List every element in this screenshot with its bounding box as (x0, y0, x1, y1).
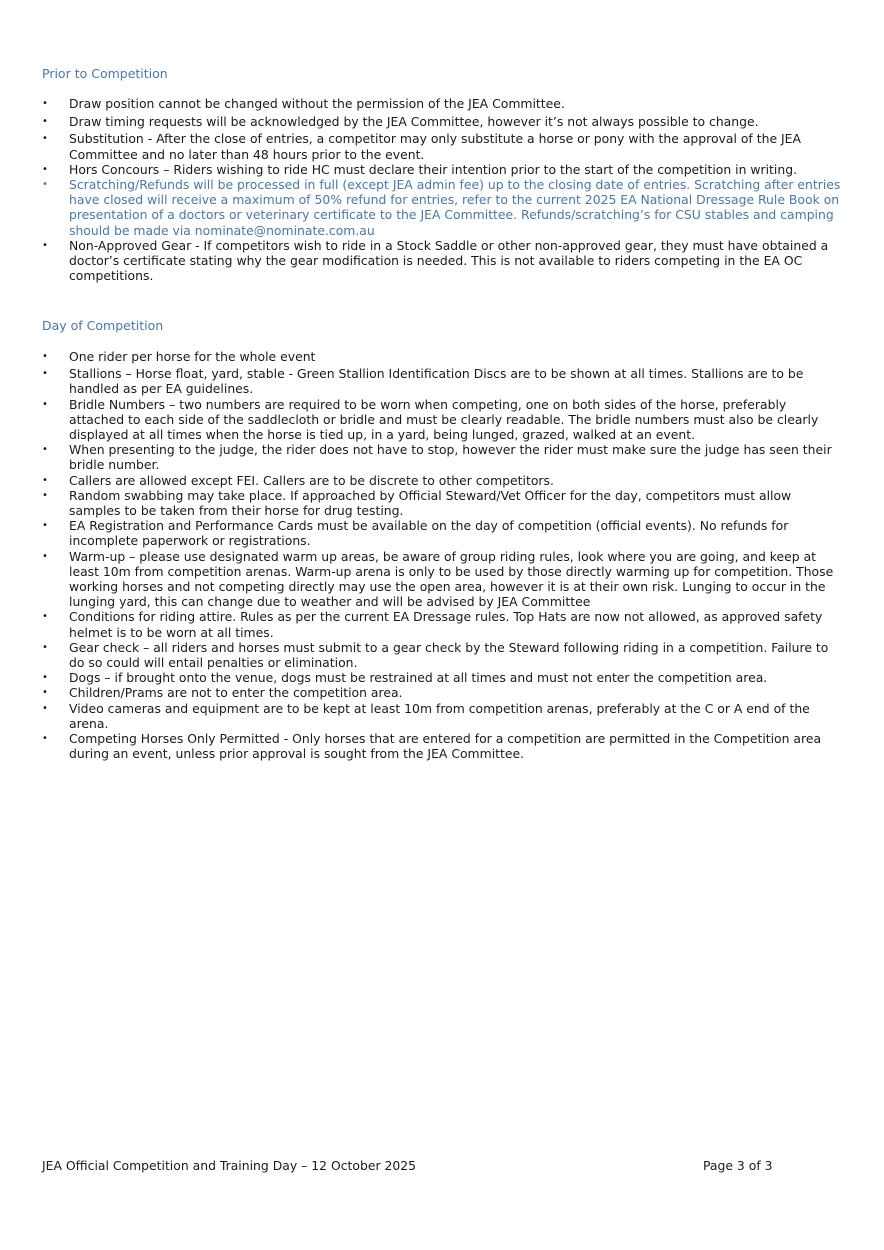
list-item (42, 349, 842, 364)
list-item-text: One rider per horse for the whole event (69, 349, 316, 364)
list-item-text: Video cameras and equipment are to be kept at least 10m from competition arenas, preferably at the C or A end of the arena. (69, 700, 810, 731)
list-item (42, 96, 842, 111)
list-item-text: Conditions for riding attire. Rules as per the current EA Dressage rules. Top Hats are now not allowed, as approved safety helmet is to be worn at all times. (69, 609, 823, 640)
bullet-icon: • (42, 163, 48, 175)
list-item-text: Substitution - After the close of entries, a competitor may only substitute a horse or pony with the approval of the JEA Committee and no later than 48 hours prior to the event. (69, 131, 801, 162)
list-item (42, 488, 842, 518)
bullet-icon: • (42, 116, 48, 128)
bullet-icon: • (42, 444, 48, 456)
bullet-icon: • (42, 520, 48, 532)
list-item-text: Competing Horses Only Permitted - Only horses that are entered for a competition are permitted in the Competition area during an event, unless prior approval is sought from the JEA Committee. (69, 731, 822, 762)
bullet-icon: • (42, 239, 48, 251)
bullet-icon: • (42, 351, 48, 362)
list-item (42, 549, 842, 610)
bullet-icon: • (42, 398, 48, 410)
bullet-icon: • (42, 702, 48, 714)
list-item-text: Scratching/Refunds will be processed in full (except JEA admin fee) up to the closing date of entries. Scratching after entries have closed will receive a maximum of 50% refund for entries, refer to the current 2025 EA National Dressage Rule Book on presentation of a doctors or veterinary certificate to the JEA Committee. Refunds/scratching’s for CSU stables and camping should be made via nominate@nominate.com.au (69, 177, 841, 238)
prior-list (42, 96, 842, 283)
list-item (42, 640, 842, 670)
list-item (42, 518, 842, 548)
section-heading-prior: Prior to Competition (42, 66, 168, 81)
list-item-text: Stallions – Horse float, yard, stable - Green Stallion Identification Discs are to be shown at all times. Stallions are to be handled as per EA guidelines. (69, 366, 804, 397)
list-item (42, 162, 842, 177)
page-number: Page 3 of 3 (703, 1158, 773, 1173)
list-item (42, 397, 842, 443)
bullet-icon: • (42, 687, 48, 699)
list-item (42, 442, 842, 472)
list-item-text: Callers are allowed except FEI. Callers are to be discrete to other competitors. (69, 472, 554, 488)
list-item-text: Draw timing requests will be acknowledged by the JEA Committee, however it’s not always possible to change. (69, 114, 759, 130)
list-item-text: Bridle Numbers – two numbers are required to be worn when competing, one on both sides of the horse, preferably attached to each side of the saddlecloth or bridle and must be clearly readable. The bridle numbers must also be clearly displayed at all times when the horse is tied up, in a yard, being lunged, grazed, walked at an event. (69, 396, 819, 443)
list-item-text: Hors Concours – Riders wishing to ride HC must declare their intention prior to the start of the competition in writing. (69, 161, 798, 177)
list-item (42, 670, 842, 685)
list-item-text: Gear check – all riders and horses must submit to a gear check by the Steward following riding in a competition. Failure to do so could will entail penalties or elimination. (69, 639, 829, 671)
list-item-text: Draw position cannot be changed without the permission of the JEA Committee. (69, 96, 565, 111)
list-item-text: Non-Approved Gear - If competitors wish to ride in a Stock Saddle or other non-approved gear, they must have obtained a doctor’s certificate stating why the gear modification is needed. This is not available to riders competing in the EA OC competitions. (69, 237, 829, 284)
bullet-icon: • (42, 489, 48, 501)
list-item (42, 238, 842, 284)
list-item (42, 131, 842, 161)
bullet-icon: • (42, 611, 48, 623)
list-item (42, 366, 842, 396)
footer-title: JEA Official Competition and Training Day – 12 October 2025 (42, 1158, 417, 1173)
list-item (42, 701, 842, 731)
list-item-text: Warm-up – please use designated warm up areas, be aware of group riding rules, look where you are going, and keep at least 10m from competition arenas. Warm-up arena is only to be used by those directly warming up for competition. Those working horses and not competing directly may use the open area, however it is at their own risk. Lunging to occur in the lunging yard, this can change due to weather and will be advised by JEA Committee (69, 548, 834, 610)
bullet-icon: • (42, 98, 48, 109)
bullet-icon: • (42, 133, 48, 145)
bullet-icon: • (42, 641, 48, 653)
list-item-scratching (42, 177, 842, 238)
bullet-icon: • (42, 550, 48, 562)
bullet-icon: • (42, 672, 48, 684)
list-item-text: Dogs – if brought onto the venue, dogs must be restrained at all times and must not enter the competition area. (69, 670, 768, 686)
list-item-text: When presenting to the judge, the rider does not have to stop, however the rider must make sure the judge has seen their bridle number. (69, 442, 832, 473)
bullet-icon: • (42, 179, 48, 191)
list-item-text: Children/Prams are not to enter the competition area. (69, 685, 403, 701)
list-item (42, 473, 842, 488)
list-item-text: EA Registration and Performance Cards must be available on the day of competition (official events). No refunds for incomplete paperwork or registrations. (69, 518, 789, 549)
list-item (42, 685, 842, 700)
bullet-icon: • (42, 474, 48, 486)
list-item (42, 731, 842, 761)
list-item-text: Random swabbing may take place. If approached by Official Steward/Vet Officer for the day, competitors must allow samples to be taken from their horse for drug testing. (69, 487, 792, 519)
list-item (42, 609, 842, 639)
bullet-icon: • (42, 368, 48, 380)
bullet-icon: • (42, 733, 48, 745)
list-item (42, 114, 842, 129)
section-heading-day: Day of Competition (42, 318, 164, 333)
day-list (42, 349, 842, 761)
